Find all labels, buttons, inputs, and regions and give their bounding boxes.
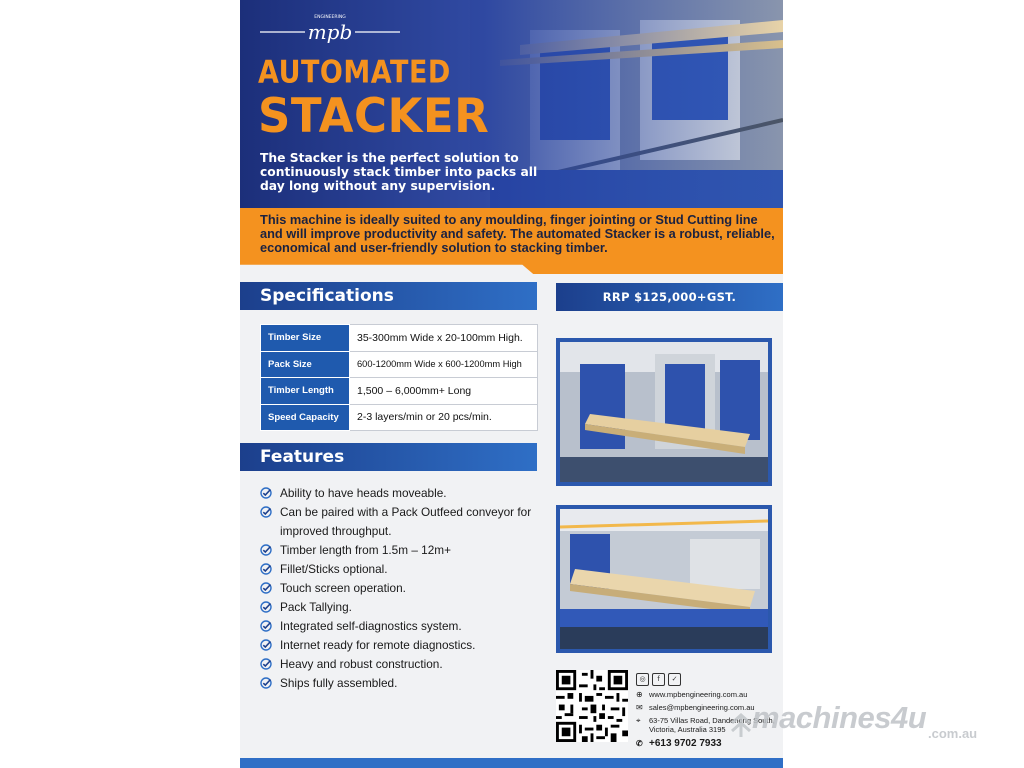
feature-item xyxy=(260,598,550,617)
watermark-name: machines4u xyxy=(752,700,927,735)
email-text[interactable]: sales@mpbengineering.com.au xyxy=(649,703,755,712)
specifications-table xyxy=(260,324,538,431)
website-row[interactable] xyxy=(636,690,775,699)
intro-text: The Stacker is the perfect solution to continuously stack timber into packs all day long without any supervision. xyxy=(260,151,538,193)
feature-text: Internet ready for remote diagnostics. xyxy=(280,638,476,652)
feature-item xyxy=(260,560,550,579)
check-circle-icon xyxy=(260,563,272,575)
title-line-2: STACKER xyxy=(258,88,490,144)
stacker-photo-1 xyxy=(556,338,772,486)
title-line-1: AUTOMATED xyxy=(258,55,451,91)
feature-text: Fillet/Sticks optional. xyxy=(280,562,388,576)
instagram-icon[interactable]: ◎ xyxy=(636,673,649,686)
email-icon: ✉ xyxy=(636,703,643,712)
feature-text: Can be paired with a Pack Outfeed conveyor for improved throughput. xyxy=(280,505,532,538)
bottom-stripe xyxy=(240,758,783,768)
mpb-logo xyxy=(260,10,400,50)
check-circle-icon xyxy=(260,601,272,613)
spec-row xyxy=(261,325,538,352)
feature-text: Ability to have heads moveable. xyxy=(280,486,447,500)
spec-row xyxy=(261,378,538,405)
feature-text: Integrated self-diagnostics system. xyxy=(280,619,462,633)
check-circle-icon xyxy=(260,639,272,651)
address-line-1: 63-75 Villas Road, Dandenong South, xyxy=(649,716,775,725)
spec-value: 35-300mm Wide x 20-100mm High. xyxy=(350,325,538,352)
logo-subtext: ENGINEERING xyxy=(314,15,346,20)
spec-label: Speed Capacity xyxy=(261,404,350,431)
feature-text: Timber length from 1.5m – 12m+ xyxy=(280,543,452,557)
machines4u-logo-icon xyxy=(728,713,754,739)
feature-item xyxy=(260,503,550,541)
feature-item xyxy=(260,541,550,560)
check-circle-icon xyxy=(260,487,272,499)
features-list xyxy=(260,484,550,693)
check-circle-icon xyxy=(260,544,272,556)
feature-text: Ships fully assembled. xyxy=(280,676,398,690)
hero-banner xyxy=(240,0,783,208)
feature-text: Touch screen operation. xyxy=(280,581,406,595)
price-banner: RRP $125,000+GST. xyxy=(556,283,783,311)
location-pin-icon: ⌖ xyxy=(636,716,641,725)
feature-text: Heavy and robust construction. xyxy=(280,657,443,671)
phone-icon: ✆ xyxy=(636,739,643,748)
globe-icon: ⊕ xyxy=(636,690,643,699)
qr-code xyxy=(556,670,628,742)
feature-item xyxy=(260,579,550,598)
feature-item xyxy=(260,484,550,503)
twitter-icon[interactable]: ✓ xyxy=(668,673,681,686)
spec-label: Timber Length xyxy=(261,378,350,405)
feature-text: Pack Tallying. xyxy=(280,600,352,614)
phone-text[interactable]: +613 9702 7933 xyxy=(649,738,722,749)
stacker-photo-2 xyxy=(556,505,772,653)
spec-row xyxy=(261,404,538,431)
spec-value: 2-3 layers/min or 20 pcs/min. xyxy=(350,404,538,431)
facebook-icon[interactable]: f xyxy=(652,673,665,686)
feature-item xyxy=(260,655,550,674)
logo-text: mpb xyxy=(307,20,353,44)
features-heading: Features xyxy=(240,443,537,471)
website-text[interactable]: www.mpbengineering.com.au xyxy=(649,690,748,699)
check-circle-icon xyxy=(260,677,272,689)
spec-value: 600-1200mm Wide x 600-1200mm High xyxy=(350,351,538,378)
phone-row[interactable] xyxy=(636,738,775,749)
spec-label: Pack Size xyxy=(261,351,350,378)
spec-label: Timber Size xyxy=(261,325,350,352)
check-circle-icon xyxy=(260,620,272,632)
social-icons xyxy=(636,673,681,686)
specifications-heading: Specifications xyxy=(240,282,537,310)
check-circle-icon xyxy=(260,658,272,670)
feature-item xyxy=(260,674,550,693)
check-circle-icon xyxy=(260,506,272,518)
watermark-domain: .com.au xyxy=(928,726,978,741)
spec-value: 1,500 – 6,000mm+ Long xyxy=(350,378,538,405)
feature-item xyxy=(260,636,550,655)
description-text: This machine is ideally suited to any moulding, finger jointing or Stud Cutting line and will improve productivity and safety. The automated Stacker is a robust, reliable, economical and user-friendly solution to stacking timber. xyxy=(260,212,775,255)
brochure-page xyxy=(240,0,783,768)
feature-item xyxy=(260,617,550,636)
check-circle-icon xyxy=(260,582,272,594)
spec-row xyxy=(261,351,538,378)
address-line-2: Victoria, Australia 3195 xyxy=(649,725,726,734)
